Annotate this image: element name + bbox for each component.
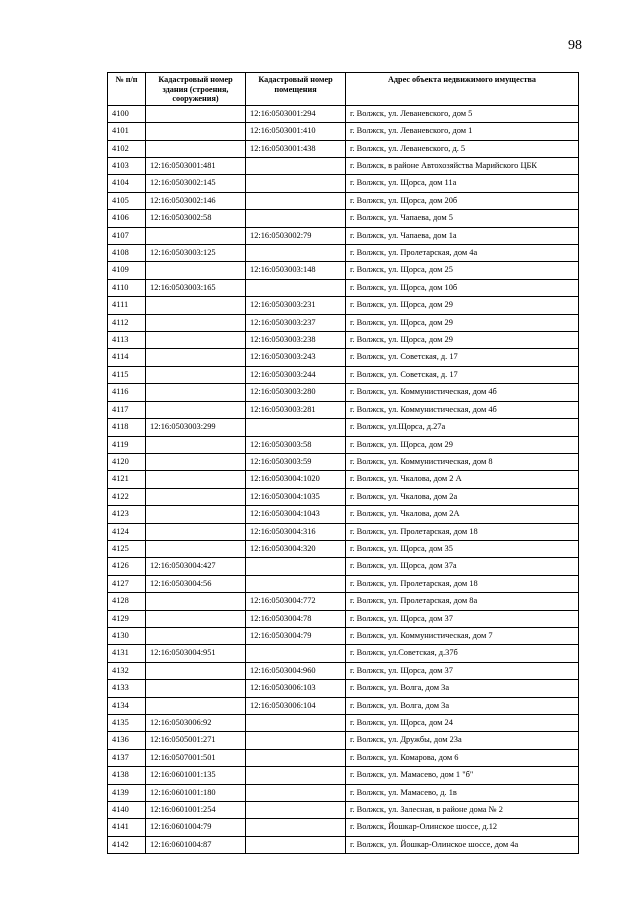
header-address: Адрес объекта недвижимого имущества [346, 73, 579, 106]
row-number: 4100 [108, 105, 146, 122]
building-cadastral-number [146, 506, 246, 523]
address: г. Волжск, Йошкар-Олинское шоссе, д.12 [346, 819, 579, 836]
address: г. Волжск, ул. Волга, дом 3а [346, 697, 579, 714]
building-cadastral-number [146, 453, 246, 470]
premises-cadastral-number [246, 802, 346, 819]
premises-cadastral-number [246, 419, 346, 436]
address: г. Волжск, ул. Щорса, дом 37а [346, 558, 579, 575]
building-cadastral-number: 12:16:0503003:125 [146, 245, 246, 262]
address: г. Волжск, ул. Йошкар-Олинское шоссе, дом 4а [346, 836, 579, 853]
premises-cadastral-number: 12:16:0503006:103 [246, 680, 346, 697]
table-row [108, 488, 579, 505]
building-cadastral-number: 12:16:0601001:254 [146, 802, 246, 819]
address: г. Волжск, ул. Волга, дом 3а [346, 680, 579, 697]
table-row [108, 680, 579, 697]
address: г. Волжск, ул. Леваневского, д. 5 [346, 140, 579, 157]
building-cadastral-number: 12:16:0503002:58 [146, 210, 246, 227]
row-number: 4104 [108, 175, 146, 192]
row-number: 4101 [108, 123, 146, 140]
row-number: 4135 [108, 715, 146, 732]
table-row [108, 245, 579, 262]
premises-cadastral-number [246, 645, 346, 662]
row-number: 4124 [108, 523, 146, 540]
building-cadastral-number [146, 140, 246, 157]
row-number: 4116 [108, 384, 146, 401]
row-number: 4140 [108, 802, 146, 819]
address: г. Волжск, ул. Чкалова, дом 2А [346, 506, 579, 523]
header-building-cadastral: Кадастровый номер здания (строения, сооружения) [146, 73, 246, 106]
premises-cadastral-number [246, 784, 346, 801]
row-number: 4117 [108, 401, 146, 418]
address: г. Волжск, ул. Леваневского, дом 1 [346, 123, 579, 140]
table-row [108, 732, 579, 749]
row-number: 4122 [108, 488, 146, 505]
table-row [108, 192, 579, 209]
address: г. Волжск, ул. Щорса, дом 29 [346, 436, 579, 453]
table-row [108, 453, 579, 470]
table-row [108, 506, 579, 523]
table-row [108, 575, 579, 592]
premises-cadastral-number: 12:16:0503006:104 [246, 697, 346, 714]
building-cadastral-number: 12:16:0505001:271 [146, 732, 246, 749]
row-number: 4132 [108, 662, 146, 679]
address: г. Волжск, ул.Щорса, д.27а [346, 419, 579, 436]
header-premises-cadastral: Кадастровый номер помещения [246, 73, 346, 106]
premises-cadastral-number [246, 245, 346, 262]
address: г. Волжск, ул.Советская, д.37б [346, 645, 579, 662]
building-cadastral-number [146, 610, 246, 627]
building-cadastral-number [146, 349, 246, 366]
row-number: 4105 [108, 192, 146, 209]
address: г. Волжск, ул. Щорса, дом 29 [346, 297, 579, 314]
row-number: 4103 [108, 158, 146, 175]
premises-cadastral-number [246, 819, 346, 836]
table-row [108, 366, 579, 383]
building-cadastral-number [146, 488, 246, 505]
building-cadastral-number: 12:16:0507001:501 [146, 749, 246, 766]
address: г. Волжск, ул. Щорса, дом 24 [346, 715, 579, 732]
row-number: 4109 [108, 262, 146, 279]
table-row [108, 802, 579, 819]
table-row [108, 715, 579, 732]
premises-cadastral-number [246, 192, 346, 209]
premises-cadastral-number [246, 210, 346, 227]
address: г. Волжск, ул. Чапаева, дом 1а [346, 227, 579, 244]
row-number: 4131 [108, 645, 146, 662]
row-number: 4142 [108, 836, 146, 853]
table-row [108, 593, 579, 610]
table-row [108, 558, 579, 575]
premises-cadastral-number: 12:16:0503004:1020 [246, 471, 346, 488]
address: г. Волжск, ул. Щорса, дом 37 [346, 662, 579, 679]
premises-cadastral-number: 12:16:0503004:79 [246, 627, 346, 644]
building-cadastral-number: 12:16:0503006:92 [146, 715, 246, 732]
address: г. Волжск, ул. Комарова, дом 6 [346, 749, 579, 766]
building-cadastral-number: 12:16:0601004:79 [146, 819, 246, 836]
address: г. Волжск, ул. Щорса, дом 11а [346, 175, 579, 192]
table-row [108, 610, 579, 627]
address: г. Волжск, ул. Коммунистическая, дом 4б [346, 401, 579, 418]
building-cadastral-number: 12:16:0503004:951 [146, 645, 246, 662]
premises-cadastral-number [246, 558, 346, 575]
address: г. Волжск, ул. Щорса, дом 29 [346, 332, 579, 349]
building-cadastral-number [146, 471, 246, 488]
row-number: 4134 [108, 697, 146, 714]
premises-cadastral-number: 12:16:0503004:772 [246, 593, 346, 610]
row-number: 4102 [108, 140, 146, 157]
row-number: 4110 [108, 279, 146, 296]
premises-cadastral-number: 12:16:0503004:320 [246, 540, 346, 557]
table-row [108, 819, 579, 836]
premises-cadastral-number: 12:16:0503003:280 [246, 384, 346, 401]
premises-cadastral-number: 12:16:0503004:316 [246, 523, 346, 540]
address: г. Волжск, ул. Щорса, дом 25 [346, 262, 579, 279]
row-number: 4123 [108, 506, 146, 523]
address: г. Волжск, ул. Советская, д. 17 [346, 366, 579, 383]
address: г. Волжск, ул. Мамасево, д. 1в [346, 784, 579, 801]
building-cadastral-number: 12:16:0503004:427 [146, 558, 246, 575]
address: г. Волжск, ул. Коммунистическая, дом 8 [346, 453, 579, 470]
premises-cadastral-number: 12:16:0503001:410 [246, 123, 346, 140]
row-number: 4121 [108, 471, 146, 488]
building-cadastral-number [146, 680, 246, 697]
premises-cadastral-number: 12:16:0503004:960 [246, 662, 346, 679]
premises-cadastral-number: 12:16:0503003:58 [246, 436, 346, 453]
premises-cadastral-number [246, 767, 346, 784]
premises-cadastral-number [246, 279, 346, 296]
premises-cadastral-number: 12:16:0503003:243 [246, 349, 346, 366]
building-cadastral-number [146, 540, 246, 557]
table-row [108, 314, 579, 331]
building-cadastral-number: 12:16:0503002:146 [146, 192, 246, 209]
premises-cadastral-number: 12:16:0503003:148 [246, 262, 346, 279]
table-row [108, 297, 579, 314]
address: г. Волжск, в районе Автохозяйства Марийского ЦБК [346, 158, 579, 175]
premises-cadastral-number: 12:16:0503003:281 [246, 401, 346, 418]
building-cadastral-number [146, 384, 246, 401]
row-number: 4114 [108, 349, 146, 366]
property-table [107, 72, 579, 854]
address: г. Волжск, ул. Пролетарская, дом 18 [346, 523, 579, 540]
row-number: 4119 [108, 436, 146, 453]
address: г. Волжск, ул. Пролетарская, дом 4а [346, 245, 579, 262]
premises-cadastral-number: 12:16:0503003:244 [246, 366, 346, 383]
address: г. Волжск, ул. Залесная, в районе дома № 2 [346, 802, 579, 819]
table-row [108, 384, 579, 401]
table-row [108, 749, 579, 766]
header-number: № п/п [108, 73, 146, 106]
table-row [108, 662, 579, 679]
table-row [108, 105, 579, 122]
building-cadastral-number [146, 627, 246, 644]
address: г. Волжск, ул. Советская, д. 17 [346, 349, 579, 366]
building-cadastral-number [146, 262, 246, 279]
table-row [108, 784, 579, 801]
building-cadastral-number: 12:16:0503003:165 [146, 279, 246, 296]
premises-cadastral-number [246, 575, 346, 592]
address: г. Волжск, ул. Мамасево, дом 1 "б" [346, 767, 579, 784]
row-number: 4137 [108, 749, 146, 766]
building-cadastral-number [146, 662, 246, 679]
building-cadastral-number: 12:16:0503003:299 [146, 419, 246, 436]
premises-cadastral-number: 12:16:0503004:1043 [246, 506, 346, 523]
building-cadastral-number [146, 523, 246, 540]
table-row [108, 401, 579, 418]
building-cadastral-number: 12:16:0503002:145 [146, 175, 246, 192]
table-row [108, 227, 579, 244]
premises-cadastral-number: 12:16:0503003:59 [246, 453, 346, 470]
table-row [108, 645, 579, 662]
building-cadastral-number [146, 123, 246, 140]
building-cadastral-number: 12:16:0601001:135 [146, 767, 246, 784]
premises-cadastral-number: 12:16:0503001:438 [246, 140, 346, 157]
table-row [108, 697, 579, 714]
row-number: 4129 [108, 610, 146, 627]
row-number: 4112 [108, 314, 146, 331]
premises-cadastral-number: 12:16:0503004:78 [246, 610, 346, 627]
address: г. Волжск, ул. Коммунистическая, дом 4б [346, 384, 579, 401]
building-cadastral-number: 12:16:0503001:481 [146, 158, 246, 175]
address: г. Волжск, ул. Пролетарская, дом 18 [346, 575, 579, 592]
premises-cadastral-number [246, 158, 346, 175]
table-body [108, 105, 579, 853]
table-row [108, 123, 579, 140]
building-cadastral-number [146, 332, 246, 349]
table-row [108, 158, 579, 175]
building-cadastral-number [146, 314, 246, 331]
building-cadastral-number [146, 297, 246, 314]
premises-cadastral-number: 12:16:0503003:238 [246, 332, 346, 349]
premises-cadastral-number: 12:16:0503001:294 [246, 105, 346, 122]
address: г. Волжск, ул. Леваневского, дом 5 [346, 105, 579, 122]
premises-cadastral-number: 12:16:0503003:237 [246, 314, 346, 331]
premises-cadastral-number: 12:16:0503003:231 [246, 297, 346, 314]
row-number: 4133 [108, 680, 146, 697]
premises-cadastral-number [246, 749, 346, 766]
row-number: 4128 [108, 593, 146, 610]
row-number: 4113 [108, 332, 146, 349]
row-number: 4127 [108, 575, 146, 592]
table-row [108, 523, 579, 540]
table-row [108, 627, 579, 644]
address: г. Волжск, ул. Щорса, дом 37 [346, 610, 579, 627]
address: г. Волжск, ул. Щорса, дом 29 [346, 314, 579, 331]
table-row [108, 436, 579, 453]
premises-cadastral-number: 12:16:0503004:1035 [246, 488, 346, 505]
table-row [108, 175, 579, 192]
building-cadastral-number [146, 227, 246, 244]
address: г. Волжск, ул. Щорса, дом 20б [346, 192, 579, 209]
table-row [108, 419, 579, 436]
address: г. Волжск, ул. Щорса, дом 10б [346, 279, 579, 296]
table-row [108, 332, 579, 349]
table-row [108, 279, 579, 296]
building-cadastral-number: 12:16:0601001:180 [146, 784, 246, 801]
table-row [108, 836, 579, 853]
premises-cadastral-number [246, 175, 346, 192]
table-header-row [108, 73, 579, 106]
building-cadastral-number: 12:16:0503004:56 [146, 575, 246, 592]
row-number: 4120 [108, 453, 146, 470]
row-number: 4107 [108, 227, 146, 244]
table-row [108, 210, 579, 227]
table-row [108, 471, 579, 488]
address: г. Волжск, ул. Пролетарская, дом 8а [346, 593, 579, 610]
premises-cadastral-number: 12:16:0503002:79 [246, 227, 346, 244]
row-number: 4139 [108, 784, 146, 801]
building-cadastral-number [146, 366, 246, 383]
row-number: 4106 [108, 210, 146, 227]
building-cadastral-number: 12:16:0601004:87 [146, 836, 246, 853]
table-row [108, 540, 579, 557]
row-number: 4136 [108, 732, 146, 749]
address: г. Волжск, ул. Щорса, дом 35 [346, 540, 579, 557]
address: г. Волжск, ул. Дружбы, дом 23а [346, 732, 579, 749]
row-number: 4111 [108, 297, 146, 314]
address: г. Волжск, ул. Чкалова, дом 2 А [346, 471, 579, 488]
page-number: 98 [568, 38, 582, 53]
building-cadastral-number [146, 436, 246, 453]
premises-cadastral-number [246, 732, 346, 749]
premises-cadastral-number [246, 715, 346, 732]
row-number: 4118 [108, 419, 146, 436]
building-cadastral-number [146, 697, 246, 714]
row-number: 4138 [108, 767, 146, 784]
building-cadastral-number [146, 593, 246, 610]
address: г. Волжск, ул. Чапаева, дом 5 [346, 210, 579, 227]
address: г. Волжск, ул. Чкалова, дом 2а [346, 488, 579, 505]
row-number: 4141 [108, 819, 146, 836]
row-number: 4108 [108, 245, 146, 262]
table-row [108, 767, 579, 784]
building-cadastral-number [146, 401, 246, 418]
building-cadastral-number [146, 105, 246, 122]
table-row [108, 349, 579, 366]
row-number: 4126 [108, 558, 146, 575]
table-row [108, 140, 579, 157]
premises-cadastral-number [246, 836, 346, 853]
address: г. Волжск, ул. Коммунистическая, дом 7 [346, 627, 579, 644]
row-number: 4125 [108, 540, 146, 557]
row-number: 4115 [108, 366, 146, 383]
row-number: 4130 [108, 627, 146, 644]
table-row [108, 262, 579, 279]
